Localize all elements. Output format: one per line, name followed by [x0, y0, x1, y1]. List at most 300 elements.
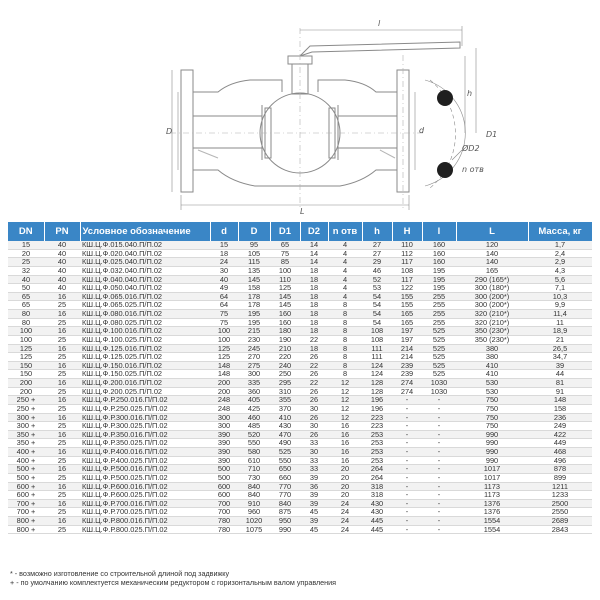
table-cell: 12 [328, 379, 362, 388]
table-cell: 1376 [456, 508, 528, 517]
table-cell: 520 [238, 430, 270, 439]
table-cell: 200 [8, 387, 44, 396]
table-cell: 53 [362, 284, 392, 293]
table-cell: 33 [300, 456, 328, 465]
table-cell: - [392, 439, 422, 448]
table-cell: - [392, 508, 422, 517]
table-cell: 468 [528, 448, 592, 457]
table-cell: 91 [528, 387, 592, 396]
table-cell: 16 [44, 465, 80, 474]
table-cell: 15 [210, 241, 238, 249]
table-cell: 255 [422, 301, 456, 310]
table-cell: 430 [362, 499, 392, 508]
table-cell: 380 [456, 353, 528, 362]
table-row [8, 525, 592, 534]
table-row [8, 465, 592, 474]
column-header: D1 [270, 222, 300, 241]
table-cell: 274 [392, 387, 422, 396]
table-cell: 64 [210, 301, 238, 310]
table-cell: 239 [392, 370, 422, 379]
table-cell: 125 [270, 284, 300, 293]
table-cell: 150 [8, 370, 44, 379]
table-cell: 4 [328, 292, 362, 301]
table-cell: 65 [8, 292, 44, 301]
table-cell: 5,6 [528, 275, 592, 284]
table-cell: 2550 [528, 508, 592, 517]
table-cell: 20 [8, 249, 44, 258]
table-cell: 108 [392, 266, 422, 275]
table-cell: - [392, 499, 422, 508]
table-cell: КШ.Ц.Ф.Р.400.025.П/П.02 [80, 456, 210, 465]
table-cell: 140 [456, 249, 528, 258]
table-cell: 16 [44, 413, 80, 422]
table-cell: 780 [210, 525, 238, 534]
table-cell: 530 [456, 387, 528, 396]
table-cell: 54 [362, 310, 392, 319]
table-cell: 525 [422, 344, 456, 353]
table-cell: 9,9 [528, 301, 592, 310]
table-cell: КШ.Ц.Ф.020.040.П/П.02 [80, 249, 210, 258]
table-cell: 45 [300, 525, 328, 534]
table-cell: 20 [328, 491, 362, 500]
table-cell: 39 [300, 499, 328, 508]
table-cell: 16 [328, 430, 362, 439]
table-cell: 30 [210, 266, 238, 275]
handle [300, 42, 460, 56]
table-cell: 300 [210, 413, 238, 422]
table-cell: 318 [362, 491, 392, 500]
table-cell: 160 [422, 241, 456, 249]
table-cell: 40 [44, 266, 80, 275]
table-cell: КШ.Ц.Ф.Р.250.016.П/П.02 [80, 396, 210, 405]
table-cell: 40 [44, 258, 80, 267]
table-cell: 24 [328, 525, 362, 534]
table-cell: 750 [456, 404, 528, 413]
table-cell: 27 [362, 241, 392, 249]
table-cell: КШ.Ц.Ф.040.040.П/П.02 [80, 275, 210, 284]
table-cell: 100 [210, 335, 238, 344]
table-cell: КШ.Ц.Ф.Р.300.025.П/П.02 [80, 422, 210, 431]
table-cell: КШ.Ц.Ф.Р.300.016.П/П.02 [80, 413, 210, 422]
table-cell: 16 [44, 499, 80, 508]
table-cell: 20 [328, 465, 362, 474]
table-row [8, 439, 592, 448]
table-cell: 875 [270, 508, 300, 517]
table-cell: 320 (210*) [456, 310, 528, 319]
table-cell: 300 (200*) [456, 301, 528, 310]
table-cell: 264 [362, 465, 392, 474]
ball-valve-drawing [0, 0, 600, 222]
table-cell: 40 [44, 275, 80, 284]
table-cell: 49 [210, 284, 238, 293]
table-cell: 710 [238, 465, 270, 474]
table-cell: 390 [210, 439, 238, 448]
table-cell: 15 [8, 241, 44, 249]
table-cell: - [422, 525, 456, 534]
table-cell: 26 [300, 353, 328, 362]
table-cell: 750 [456, 413, 528, 422]
table-row [8, 448, 592, 457]
table-cell: 215 [238, 327, 270, 336]
table-cell: 12 [328, 396, 362, 405]
table-row [8, 482, 592, 491]
table-cell: - [422, 422, 456, 431]
table-cell: 840 [238, 491, 270, 500]
table-cell: КШ.Ц.Ф.Р.700.025.П/П.02 [80, 508, 210, 517]
table-cell: - [422, 430, 456, 439]
table-cell: КШ.Ц.Ф.Р.600.025.П/П.02 [80, 491, 210, 500]
table-cell: 25 [44, 301, 80, 310]
table-cell: 120 [456, 241, 528, 249]
table-cell: 195 [422, 284, 456, 293]
table-cell: 990 [456, 456, 528, 465]
table-cell: 1075 [238, 525, 270, 534]
table-cell: 1554 [456, 525, 528, 534]
table-cell: 400 + [8, 456, 44, 465]
table-cell: 25 [44, 456, 80, 465]
table-cell: 29 [362, 258, 392, 267]
bolt-hole-top [437, 90, 453, 106]
table-cell: 30 [300, 422, 328, 431]
table-cell: 24 [328, 499, 362, 508]
table-header-row [8, 222, 592, 241]
table-cell: 318 [362, 482, 392, 491]
table-cell: 26 [300, 430, 328, 439]
table-row [8, 335, 592, 344]
table-row [8, 301, 592, 310]
table-cell: 350 (230*) [456, 335, 528, 344]
table-cell: 26,5 [528, 344, 592, 353]
table-cell: 300 + [8, 422, 44, 431]
table-cell: 500 [210, 473, 238, 482]
table-cell: 990 [456, 439, 528, 448]
table-cell: 425 [238, 404, 270, 413]
table-cell: 910 [238, 499, 270, 508]
table-cell: 16 [44, 327, 80, 336]
table-cell: 197 [392, 335, 422, 344]
table-cell: 490 [270, 439, 300, 448]
table-cell: - [422, 473, 456, 482]
column-header: D [238, 222, 270, 241]
table-cell: 360 [238, 387, 270, 396]
table-cell: 117 [392, 258, 422, 267]
table-cell: 210 [270, 344, 300, 353]
table-cell: 275 [238, 361, 270, 370]
table-row [8, 370, 592, 379]
table-cell: - [422, 499, 456, 508]
table-cell: 22 [300, 379, 328, 388]
table-cell: 485 [238, 422, 270, 431]
table-cell: 125 [8, 353, 44, 362]
table-cell: 64 [210, 292, 238, 301]
table-cell: 195 [238, 310, 270, 319]
table-cell: 4 [328, 284, 362, 293]
table-cell: 550 [238, 439, 270, 448]
table-cell: - [392, 448, 422, 457]
table-cell: - [422, 508, 456, 517]
table-cell: КШ.Ц.Ф.Р.350.025.П/П.02 [80, 439, 210, 448]
table-cell: 196 [362, 404, 392, 413]
table-cell: 40 [44, 284, 80, 293]
table-cell: 650 [270, 465, 300, 474]
table-cell: 160 [422, 258, 456, 267]
table-cell: КШ.Ц.Ф.032.040.П/П.02 [80, 266, 210, 275]
table-cell: КШ.Ц.Ф.Р.500.016.П/П.02 [80, 465, 210, 474]
table-cell: КШ.Ц.Ф.100.016.П/П.02 [80, 327, 210, 336]
table-cell: 148 [210, 361, 238, 370]
table-cell: КШ.Ц.Ф.080.025.П/П.02 [80, 318, 210, 327]
table-cell: КШ.Ц.Ф.080.016.П/П.02 [80, 310, 210, 319]
table-cell: 2689 [528, 517, 592, 526]
table-cell: 214 [392, 353, 422, 362]
table-cell: - [392, 430, 422, 439]
table-cell: 355 [270, 396, 300, 405]
table-cell: 115 [238, 258, 270, 267]
table-cell: КШ.Ц.Ф.050.040.П/П.02 [80, 284, 210, 293]
table-cell: 25 [44, 370, 80, 379]
table-cell: 350 + [8, 439, 44, 448]
table-cell: 25 [8, 258, 44, 267]
table-cell: КШ.Ц.Ф.200.025.П/П.02 [80, 387, 210, 396]
table-row [8, 292, 592, 301]
table-cell: 1233 [528, 491, 592, 500]
table-cell: 135 [238, 266, 270, 275]
table-cell: 46 [362, 266, 392, 275]
table-cell: 16 [328, 422, 362, 431]
table-cell: КШ.Ц.Ф.125.016.П/П.02 [80, 344, 210, 353]
table-cell: - [422, 439, 456, 448]
table-cell: 300 [210, 422, 238, 431]
table-cell: 125 [8, 344, 44, 353]
table-cell: 16 [44, 482, 80, 491]
table-cell: 253 [362, 430, 392, 439]
table-cell: 25 [44, 387, 80, 396]
table-cell: 100 [8, 335, 44, 344]
table-cell: - [392, 422, 422, 431]
table-cell: 370 [270, 404, 300, 413]
table-cell: 75 [270, 249, 300, 258]
table-cell: 110 [270, 275, 300, 284]
dim-h-label: h [467, 89, 473, 98]
table-cell: 8 [328, 361, 362, 370]
table-cell: 75 [210, 318, 238, 327]
table-cell: 449 [528, 439, 592, 448]
table-cell: 300 (180*) [456, 284, 528, 293]
table-cell: 430 [362, 508, 392, 517]
table-cell: 253 [362, 448, 392, 457]
table-cell: 2500 [528, 499, 592, 508]
table-cell: 16 [44, 292, 80, 301]
table-cell: 1020 [238, 517, 270, 526]
table-cell: 20 [328, 473, 362, 482]
table-cell: 25 [44, 439, 80, 448]
table-cell: 460 [238, 413, 270, 422]
table-cell: 600 [210, 491, 238, 500]
table-cell: 11,4 [528, 310, 592, 319]
table-cell: 600 + [8, 482, 44, 491]
table-cell: 500 + [8, 473, 44, 482]
table-cell: 274 [392, 379, 422, 388]
table-cell: 249 [528, 422, 592, 431]
table-cell: 25 [44, 404, 80, 413]
table-cell: - [392, 482, 422, 491]
table-row [8, 258, 592, 267]
table-cell: 18 [300, 266, 328, 275]
table-cell: 18 [300, 344, 328, 353]
table-cell: 158 [528, 404, 592, 413]
table-cell: - [422, 482, 456, 491]
table-cell: 124 [362, 370, 392, 379]
table-cell: 45 [300, 508, 328, 517]
table-cell: 750 [456, 422, 528, 431]
table-cell: 180 [270, 327, 300, 336]
table-cell: - [422, 413, 456, 422]
table-cell: 145 [238, 275, 270, 284]
dim-L-label: L [300, 207, 305, 216]
table-cell: 196 [362, 396, 392, 405]
table-cell: 240 [270, 361, 300, 370]
dim-d-label: d [419, 126, 425, 135]
table-cell: 36 [300, 482, 328, 491]
table-cell: 770 [270, 491, 300, 500]
table-cell: 500 [210, 465, 238, 474]
table-row [8, 422, 592, 431]
table-cell: 195 [422, 266, 456, 275]
table-cell: 8 [328, 370, 362, 379]
table-cell: 600 + [8, 491, 44, 500]
table-cell: 2843 [528, 525, 592, 534]
table-cell: 840 [270, 499, 300, 508]
table-cell: 700 + [8, 499, 44, 508]
table-cell: 155 [392, 292, 422, 301]
table-row [8, 499, 592, 508]
table-cell: КШ.Ц.Ф.Р.600.016.П/П.02 [80, 482, 210, 491]
table-cell: - [392, 491, 422, 500]
table-cell: 405 [238, 396, 270, 405]
table-cell: 800 + [8, 517, 44, 526]
table-cell: 165 [392, 310, 422, 319]
table-cell: 44 [528, 370, 592, 379]
table-cell: 26 [300, 387, 328, 396]
table-cell: 7,1 [528, 284, 592, 293]
table-cell: 248 [210, 404, 238, 413]
dim-D-label: D [166, 127, 173, 136]
table-cell: КШ.Ц.Ф.150.016.П/П.02 [80, 361, 210, 370]
table-cell: 25 [44, 422, 80, 431]
table-cell: 150 [8, 361, 44, 370]
table-cell: 4 [328, 258, 362, 267]
valve-spec-table [8, 222, 593, 534]
table-cell: 223 [362, 422, 392, 431]
table-cell: 12 [328, 413, 362, 422]
column-header: H [392, 222, 422, 241]
table-cell: 40 [44, 249, 80, 258]
table-cell: 34,7 [528, 353, 592, 362]
table-cell: 32 [8, 266, 44, 275]
table-cell: 8 [328, 318, 362, 327]
column-header: l [422, 222, 456, 241]
table-cell: 108 [362, 335, 392, 344]
table-cell: 525 [422, 353, 456, 362]
table-cell: 525 [422, 370, 456, 379]
table-cell: - [392, 473, 422, 482]
table-cell: 4 [328, 249, 362, 258]
table-cell: 250 + [8, 396, 44, 405]
table-cell: 18,9 [528, 327, 592, 336]
table-cell: 112 [392, 249, 422, 258]
table-cell: 239 [392, 361, 422, 370]
table-cell: 990 [456, 430, 528, 439]
table-cell: 750 [456, 396, 528, 405]
table-cell: 350 + [8, 430, 44, 439]
table-cell: 80 [8, 310, 44, 319]
table-cell: 1030 [422, 379, 456, 388]
table-cell: 899 [528, 473, 592, 482]
table-cell: 30 [300, 448, 328, 457]
table-cell: 250 [270, 370, 300, 379]
table-cell: КШ.Ц.Ф.Р.350.016.П/П.02 [80, 430, 210, 439]
table-row [8, 344, 592, 353]
table-row [8, 361, 592, 370]
table-cell: 255 [422, 318, 456, 327]
table-cell: 200 [210, 379, 238, 388]
table-cell: 390 [210, 448, 238, 457]
table-row [8, 318, 592, 327]
table-cell: 100 [210, 327, 238, 336]
table-cell: 22 [300, 361, 328, 370]
table-cell: 730 [238, 473, 270, 482]
table-cell: КШ.Ц.Ф.065.016.П/П.02 [80, 292, 210, 301]
table-cell: 253 [362, 456, 392, 465]
table-cell: КШ.Ц.Ф.200.016.П/П.02 [80, 379, 210, 388]
table-row [8, 456, 592, 465]
table-cell: 400 + [8, 448, 44, 457]
table-cell: 11 [528, 318, 592, 327]
table-cell: 65 [8, 301, 44, 310]
table-cell: 250 + [8, 404, 44, 413]
table-cell: 128 [362, 387, 392, 396]
table-cell: 525 [422, 335, 456, 344]
table-cell: 195 [238, 318, 270, 327]
table-cell: 160 [270, 318, 300, 327]
table-cell: 8 [328, 335, 362, 344]
holes-label: n отв [462, 165, 484, 174]
left-flange [181, 70, 193, 192]
table-cell: КШ.Ц.Ф.015.040.П/П.02 [80, 241, 210, 249]
table-cell: 220 [270, 353, 300, 362]
table-cell: 16 [328, 456, 362, 465]
table-cell: 10,3 [528, 292, 592, 301]
table-cell: 158 [238, 284, 270, 293]
table-cell: 410 [456, 370, 528, 379]
table-cell: - [392, 413, 422, 422]
table-cell: 12 [328, 387, 362, 396]
column-header: n отв [328, 222, 362, 241]
table-cell: 125 [210, 353, 238, 362]
footnote-asterisk: * - возможно изготовление со строительной длиной под задвижку [10, 569, 230, 578]
table-cell: 4,3 [528, 266, 592, 275]
table-cell: 255 [422, 292, 456, 301]
column-header: L [456, 222, 528, 241]
table-cell: 1376 [456, 499, 528, 508]
table-cell: 310 [270, 387, 300, 396]
table-cell: 525 [422, 361, 456, 370]
table-cell: 8 [328, 310, 362, 319]
table-cell: 190 [270, 335, 300, 344]
dim-D2-label: ØD2 [462, 144, 480, 153]
table-row [8, 491, 592, 500]
table-cell: КШ.Ц.Ф.Р.250.025.П/П.02 [80, 404, 210, 413]
